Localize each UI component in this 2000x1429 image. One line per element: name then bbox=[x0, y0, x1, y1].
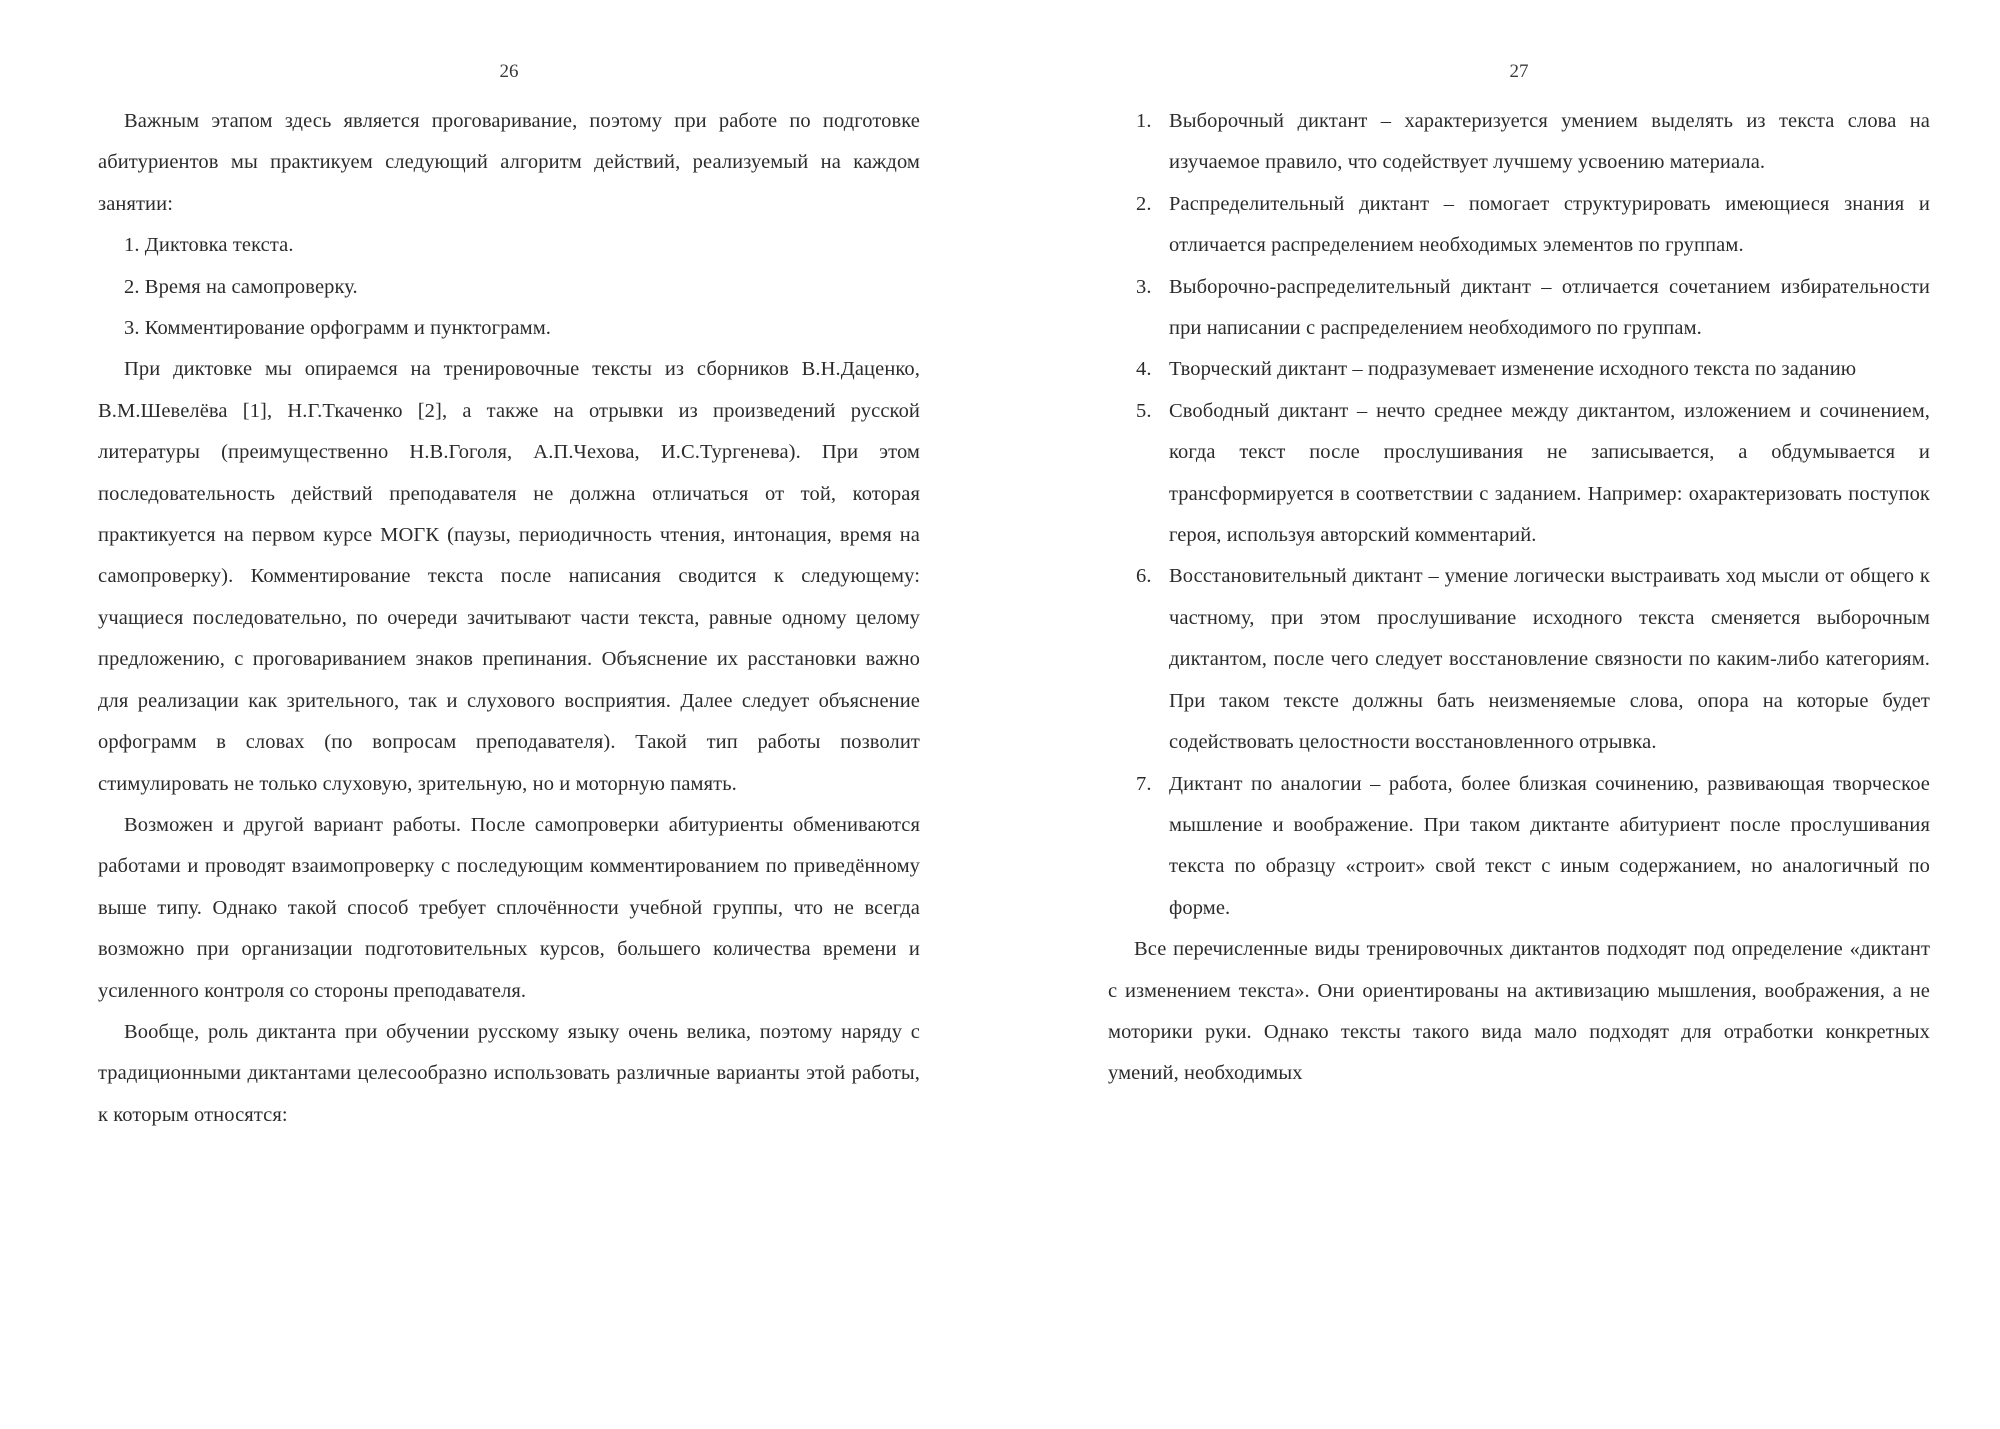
item-text: Выборочный диктант – характеризуется умением выделять из текста слова на изучаемое правило, что содействует лучшему усвоению материала. bbox=[1169, 110, 1930, 174]
item-text: Распределительный диктант – помогает структурировать имеющиеся знания и отличается распределением необходимых элементов по группам. bbox=[1169, 192, 1930, 257]
list-item bbox=[1108, 391, 1930, 557]
paragraph: Вообще, роль диктанта при обучении русскому языку очень велика, поэтому наряду с традиционными диктантами целесообразно использовать различные варианты этой работы, к которым относятся: bbox=[98, 1020, 920, 1126]
paragraph: Все перечисленные виды тренировочных диктантов подходят под определение «диктант с изменением текста». Они ориентированы на активизацию мышления, воображения, а не моторики руки. Однако тексты такого вида мало подходят для отработки конкретных умений, необходимых bbox=[1108, 938, 1930, 1085]
paragraph: Возможен и другой вариант работы. После самопроверки абитуриенты обмениваются работами и проводят взаимопроверку с последующим комментированием по приведённому выше типу. Однако такой способ требует сплочённости учебной группы, что не всегда возможно при организации подготовительных курсов, большего количества времени и усиленного контроля со стороны преподавателя. bbox=[98, 813, 920, 1002]
item-text: Свободный диктант – нечто среднее между диктантом, изложением и сочинением, когда текст после прослушивания не записывается, а обдумывается и трансформируется в соответствии с заданием. Например: охарактеризовать поступок героя, используя авторский комментарий. bbox=[1169, 399, 1930, 547]
item-number: 2. bbox=[1136, 192, 1152, 215]
item-text: Выборочно-распределительный диктант – отличается сочетанием избирательности при написании с распределением необходимого по группам. bbox=[1169, 275, 1930, 340]
item-number: 1. bbox=[1136, 110, 1152, 132]
left-page bbox=[98, 0, 920, 1429]
list-item bbox=[1108, 267, 1930, 350]
item-number: 3. bbox=[1136, 275, 1152, 298]
item-number: 4. bbox=[1136, 358, 1152, 381]
list-item bbox=[1108, 556, 1930, 763]
item-text: Восстановительный диктант – умение логически выстраивать ход мысли от общего к частному, при этом прослушивание исходного текста сменяется выборочным диктантом, после чего следует восстановление связности по каким-либо категориям. При таком тексте должны бать неизменяемые слова, опора на которые будет содействовать целостности восстановленного отрывка. bbox=[1169, 565, 1930, 754]
list-item bbox=[1108, 101, 1930, 184]
list-item bbox=[1108, 349, 1930, 390]
right-page-body bbox=[1108, 101, 1930, 1095]
page-number: 27 bbox=[1509, 61, 1529, 82]
list-item: 1. Диктовка текста. bbox=[124, 234, 294, 257]
item-text: Диктант по аналогии – работа, более близкая сочинению, развивающая творческое мышление и воображение. При таком диктанте абитуриент после прослушивания текста по образцу «строит» свой текст с иным содержанием, но аналогичный по форме. bbox=[1169, 772, 1930, 919]
paragraph: При диктовке мы опираемся на тренировочные тексты из сборников В.Н.Даценко, В.М.Шевелёва [1], Н.Г.Ткаченко [2], а также на отрывки из произведений русской литературы (преимущественно Н.В.Гоголя, А.П.Чехова, И.С.Тургенева). При этом последовательность действий преподавателя не должна отличаться от той, которая практикуется на первом курсе МОГК (паузы, периодичность чтения, интонация, время на самопроверку). Комментирование текста после написания сводится к следующему: учащиеся последовательно, по очереди зачитывают части текста, равные одному целому предложению, с проговариванием знаков препинания. Объяснение их расстановки важно для реализации как зрительного, так и слухового восприятия. Далее следует объяснение орфограмм в словах (по вопросам преподавателя). Такой тип работы позволит стимулировать не только слуховую, зрительную, но и моторную память. bbox=[98, 358, 920, 795]
list-item: 3. Комментирование орфограмм и пунктограмм. bbox=[124, 317, 552, 340]
item-number: 6. bbox=[1136, 565, 1152, 588]
left-page-body bbox=[98, 101, 920, 1136]
page-number: 26 bbox=[499, 61, 519, 82]
right-page bbox=[1108, 0, 1930, 1429]
list-item bbox=[1108, 764, 1930, 930]
item-number: 5. bbox=[1136, 399, 1152, 422]
item-text: Творческий диктант – подразумевает изменение исходного текста по заданию bbox=[1169, 358, 1857, 381]
paragraph: Важным этапом здесь является проговаривание, поэтому при работе по подготовке абитуриентов мы практикуем следующий алгоритм действий, реализуемый на каждом занятии: bbox=[98, 110, 920, 215]
list-item bbox=[1108, 184, 1930, 267]
item-number: 7. bbox=[1136, 772, 1152, 795]
dictation-types-list bbox=[1108, 101, 1930, 929]
algorithm-steps bbox=[98, 225, 920, 349]
list-item: 2. Время на самопроверку. bbox=[124, 275, 358, 298]
